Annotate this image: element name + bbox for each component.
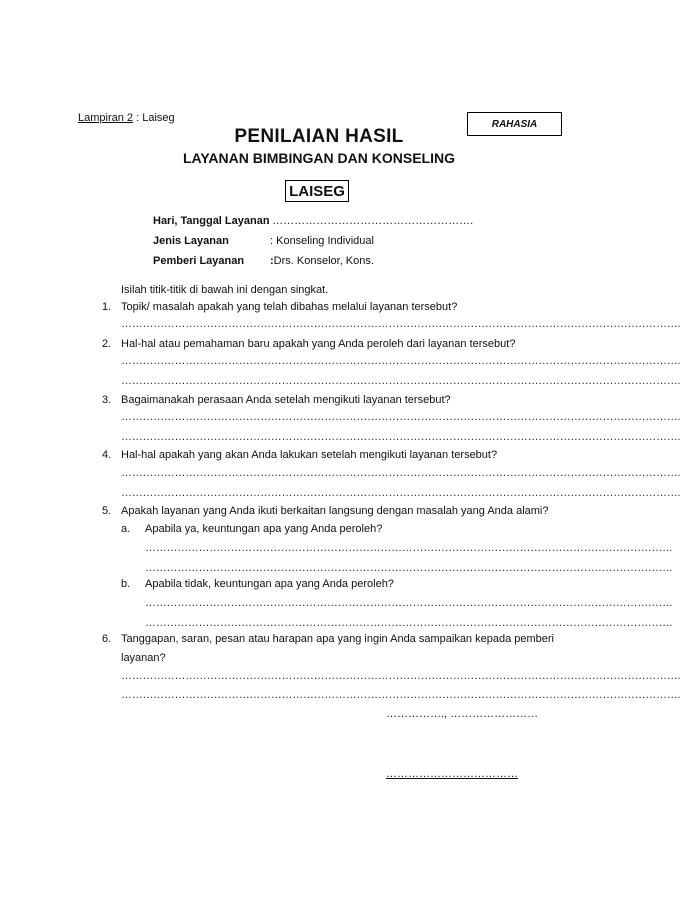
lampiran-label [78, 112, 175, 125]
jenis-value: : Konseling Individual [270, 235, 374, 247]
jenis-label: Jenis Layanan [153, 235, 229, 247]
sub-question-text: Apabila tidak, keuntungan apa yang Anda peroleh? [145, 578, 394, 590]
answer-line[interactable]: …………………………………………………………………………………………………………………………………. [145, 597, 673, 609]
pemberi-colon: : [270, 255, 274, 267]
answer-line[interactable]: …………………………………………………………………………………………………………………………………. [145, 542, 673, 554]
pemberi-value [270, 255, 374, 268]
form-code-badge: LAISEG [285, 180, 349, 202]
answer-line[interactable]: …………………………………………………………………………………………………………………………………………. [121, 689, 680, 701]
answer-line[interactable]: …………………………………………………………………………………………………………………………………………. [121, 670, 680, 682]
hari-value[interactable]: : ………………………………………………. [266, 215, 474, 227]
lampiran-suffix: : Laiseg [133, 112, 175, 124]
signature-line[interactable]: ……………………………… [386, 768, 518, 780]
answer-line[interactable]: …………………………………………………………………………………………………………………………………………. [121, 431, 680, 443]
document-title: PENILAIAN HASIL [234, 126, 404, 147]
place-date-field[interactable]: ……………., …………………… [386, 708, 539, 720]
answer-line[interactable]: …………………………………………………………………………………………………………………………………………. [121, 355, 680, 367]
question-number: 2. [102, 338, 112, 350]
sub-question-text: Apabila ya, keuntungan apa yang Anda peroleh? [145, 523, 383, 535]
answer-line[interactable]: …………………………………………………………………………………………………………………………………………. [121, 411, 680, 423]
question-number: 1. [102, 301, 112, 313]
instruction-text: Isilah titik-titik di bawah ini dengan singkat. [121, 284, 329, 296]
question-text: Apakah layanan yang Anda ikuti berkaitan langsung dengan masalah yang Anda alami? [121, 505, 549, 517]
question-number: 3. [102, 394, 112, 406]
question-number: 6. [102, 633, 112, 645]
answer-line[interactable]: …………………………………………………………………………………………………………………………………………. [121, 487, 680, 499]
answer-line[interactable]: …………………………………………………………………………………………………………………………………………. [121, 318, 680, 330]
answer-line[interactable]: …………………………………………………………………………………………………………………………………. [145, 617, 673, 629]
question-text-continued: layanan? [121, 652, 166, 664]
confidential-badge: RAHASIA [467, 112, 562, 136]
answer-line[interactable]: …………………………………………………………………………………………………………………………………. [145, 562, 673, 574]
question-number: 4. [102, 449, 112, 461]
question-text: Topik/ masalah apakah yang telah dibahas melalui layanan tersebut? [121, 301, 458, 313]
question-number: 5. [102, 505, 112, 517]
question-text: Hal-hal apakah yang akan Anda lakukan setelah mengikuti layanan tersebut? [121, 449, 498, 461]
sub-question-letter: a. [121, 523, 131, 535]
answer-line[interactable]: …………………………………………………………………………………………………………………………………………. [121, 467, 680, 479]
question-text: Hal-hal atau pemahaman baru apakah yang Anda peroleh dari layanan tersebut? [121, 338, 516, 350]
document-subtitle: LAYANAN BIMBINGAN DAN KONSELING [183, 150, 455, 166]
pemberi-label: Pemberi Layanan [153, 255, 245, 267]
hari-label: Hari, Tanggal Layanan [153, 215, 270, 227]
question-text: Bagaimanakah perasaan Anda setelah mengikuti layanan tersebut? [121, 394, 451, 406]
lampiran-link-text: Lampiran 2 [78, 112, 134, 124]
answer-line[interactable]: …………………………………………………………………………………………………………………………………………. [121, 375, 680, 387]
sub-question-letter: b. [121, 578, 131, 590]
pemberi-name: Drs. Konselor, Kons. [273, 255, 374, 267]
question-text: Tanggapan, saran, pesan atau harapan apa yang ingin Anda sampaikan kepada pemberi [121, 633, 554, 645]
